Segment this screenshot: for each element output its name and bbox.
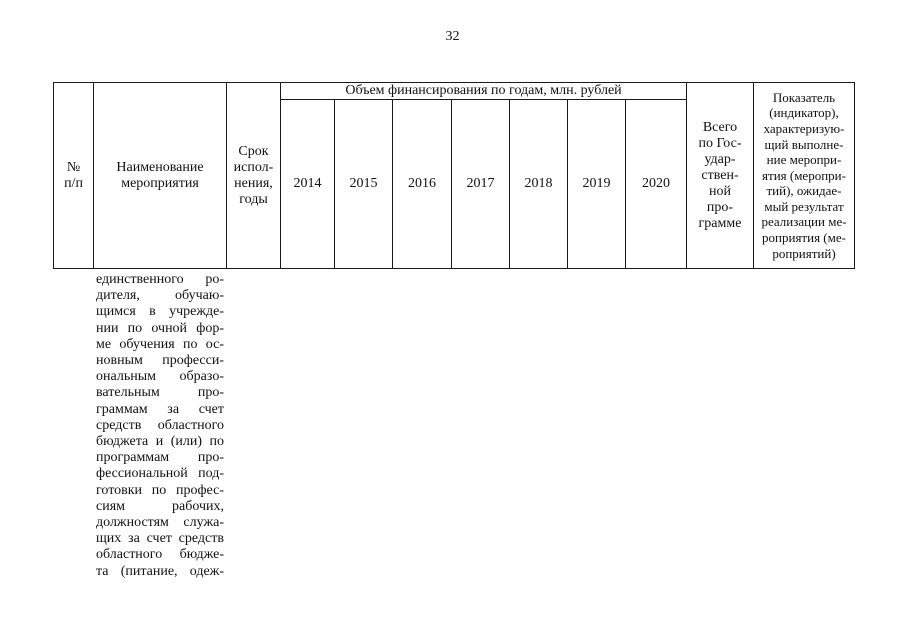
text-line: нии по очной фор-	[96, 320, 224, 336]
text-line: щимся в учрежде-	[96, 304, 224, 320]
measure-name-continuation	[96, 272, 224, 580]
text-line: ональным образо-	[96, 369, 224, 385]
text-line: программам про-	[96, 450, 224, 466]
header-term: Срок испол- нения, годы	[227, 83, 281, 269]
text-line: фессиональной под-	[96, 466, 224, 482]
header-number: № п/п	[54, 83, 94, 269]
header-year-2014: 2014	[281, 100, 335, 269]
text-line: готовки по профес-	[96, 482, 224, 498]
text-line: единственного ро-	[96, 272, 224, 287]
text-line: бюджета и (или) по	[96, 434, 224, 450]
header-year-2016: 2016	[393, 100, 452, 269]
text-line: вательным про-	[96, 385, 224, 401]
header-year-2018: 2018	[510, 100, 568, 269]
text-line: сиям рабочих,	[96, 498, 224, 514]
page-number: 32	[445, 29, 460, 44]
text-line: ме обучения по ос-	[96, 336, 224, 352]
header-total: Всего по Гос- удар- ствен- ной про- грамме	[687, 83, 754, 269]
text-line: та (питание, одеж-	[96, 563, 224, 579]
text-line: граммам за счет	[96, 401, 224, 417]
header-year-2017: 2017	[452, 100, 510, 269]
funding-table	[53, 82, 855, 269]
text-line: должностям служа-	[96, 515, 224, 531]
text-line: новным професси-	[96, 353, 224, 369]
header-indicator: Показатель (индикатор), характеризую- щий выполне- ние меропри- ятия (меропри- тий), ожидае- мый результат реализации ме- роприятия (ме- роприятий)	[754, 83, 855, 269]
text-line: дителя, обучаю-	[96, 288, 224, 304]
text-line: средств областного	[96, 417, 224, 433]
header-year-2020: 2020	[626, 100, 687, 269]
header-funding-group: Объем финансирования по годам, млн. рублей	[281, 83, 687, 100]
text-line: областного бюдже-	[96, 547, 224, 563]
header-year-2015: 2015	[335, 100, 393, 269]
text-line: щих за счет средств	[96, 531, 224, 547]
header-name: Наименование мероприятия	[94, 83, 227, 269]
header-year-2019: 2019	[568, 100, 626, 269]
